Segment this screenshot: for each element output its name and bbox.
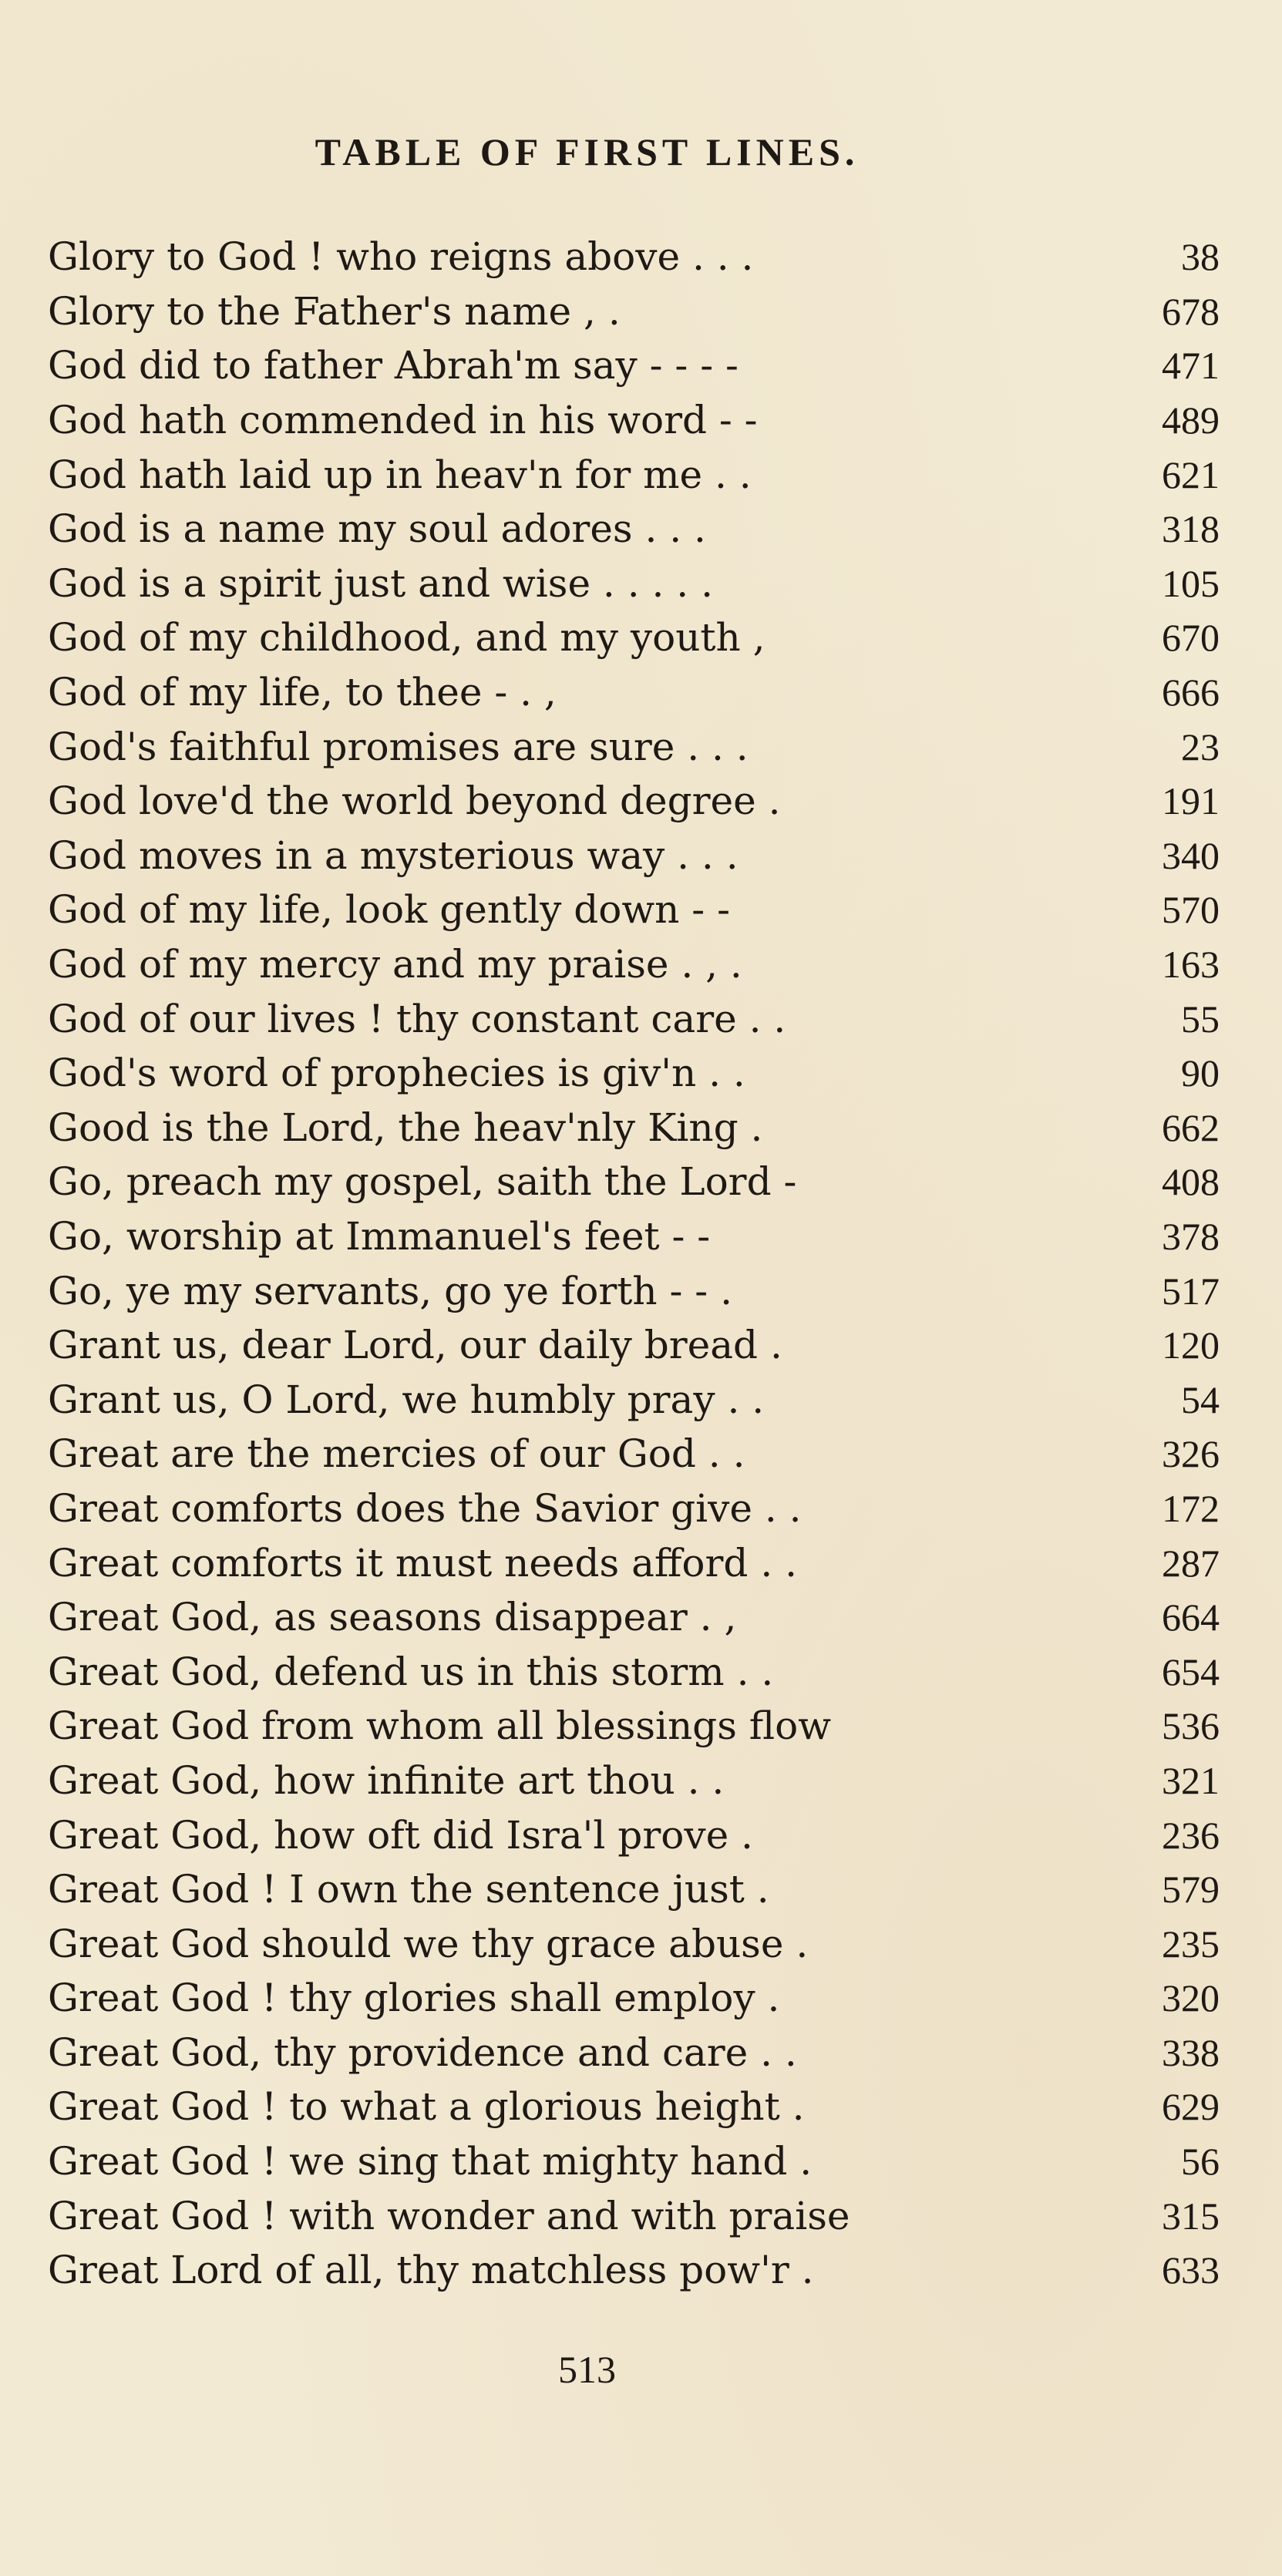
index-entry	[48, 937, 1220, 992]
first-line-text: Great God should we thy grace abuse .	[48, 1921, 809, 1966]
first-line-text: God of my mercy and my praise . , .	[48, 942, 742, 987]
first-line-text: God's faithful promises are sure . . .	[48, 724, 749, 769]
hymn-number: 56	[1181, 2140, 1220, 2184]
hymn-number: 633	[1162, 2248, 1220, 2292]
hymn-number: 320	[1162, 1976, 1220, 2020]
hymn-number: 489	[1162, 399, 1220, 442]
index-entry	[48, 1644, 1220, 1699]
first-line-text: Great God, how oft did Isra'l prove .	[48, 1812, 753, 1858]
page-number	[0, 2347, 1282, 2392]
hymn-number: 579	[1162, 1868, 1220, 1912]
first-line-text: Great God ! I own the sentence just .	[48, 1867, 769, 1912]
hymn-number: 536	[1162, 1704, 1220, 1748]
hymn-number: 235	[1162, 1922, 1220, 1966]
hymn-number: 340	[1162, 833, 1220, 877]
first-line-text: Great comforts it must needs afford . .	[48, 1540, 797, 1586]
hymn-number: 471	[1162, 344, 1220, 388]
first-line-text: Great God, thy providence and care . .	[48, 2030, 797, 2075]
index-entry	[48, 502, 1220, 557]
first-line-text: God of my life, look gently down - -	[48, 887, 730, 933]
first-line-text: God of my life, to thee - . ,	[48, 670, 557, 715]
first-line-text: Great comforts does the Savior give . .	[48, 1485, 802, 1531]
first-line-text: Go, worship at Immanuel's feet - -	[48, 1213, 711, 1259]
first-line-text: God hath laid up in heav'n for me . .	[48, 452, 752, 497]
hymn-number: 570	[1162, 888, 1220, 932]
index-entry	[48, 774, 1220, 829]
first-line-text: Great God from whom all blessings flow	[48, 1703, 831, 1749]
index-entry	[48, 610, 1220, 665]
index-entry	[48, 338, 1220, 393]
index-entry	[48, 1535, 1220, 1590]
hymn-number: 90	[1181, 1051, 1220, 1095]
hymn-number: 321	[1162, 1758, 1220, 1802]
hymn-number: 120	[1162, 1323, 1220, 1367]
hymn-number: 105	[1162, 561, 1220, 605]
hymn-number: 38	[1181, 235, 1220, 279]
hymn-number: 517	[1162, 1269, 1220, 1313]
index-entry	[48, 829, 1220, 883]
first-line-text: Great God ! thy glories shall employ .	[48, 1976, 780, 2021]
first-line-text: Great Lord of all, thy matchless pow'r .	[48, 2248, 814, 2293]
hymn-number: 172	[1162, 1486, 1220, 1530]
index-entry	[48, 719, 1220, 774]
first-line-text: Great God, defend us in this storm . .	[48, 1649, 774, 1694]
first-line-text: Good is the Lord, the heav'nly King .	[48, 1105, 763, 1150]
hymn-number: 678	[1162, 289, 1220, 333]
index-entry	[48, 1155, 1220, 1209]
first-line-text: God did to father Abrah'm say - - - -	[48, 343, 739, 388]
hymn-number: 326	[1162, 1432, 1220, 1476]
first-line-text: Great are the mercies of our God . .	[48, 1431, 745, 1477]
first-line-text: Go, ye my servants, go ye forth - - .	[48, 1268, 732, 1313]
first-line-text: Glory to the Father's name , .	[48, 288, 621, 334]
first-line-text: God is a spirit just and wise . . . . .	[48, 560, 713, 606]
hymn-number: 191	[1162, 779, 1220, 823]
hymn-number: 662	[1162, 1105, 1220, 1149]
index-entry	[48, 1862, 1220, 1917]
index-entry	[48, 447, 1220, 502]
hymn-number: 629	[1162, 2085, 1220, 2129]
page-heading	[0, 129, 1282, 174]
first-line-text: God love'd the world beyond degree .	[48, 779, 781, 824]
index-entry	[48, 1427, 1220, 1481]
hymn-number: 338	[1162, 2030, 1220, 2074]
hymn-number: 163	[1162, 943, 1220, 987]
first-line-text: Great God, as seasons disappear . ,	[48, 1595, 737, 1640]
first-line-text: God of our lives ! thy constant care . .	[48, 996, 786, 1041]
hymn-number: 315	[1162, 2194, 1220, 2238]
first-line-text: Go, preach my gospel, saith the Lord -	[48, 1159, 797, 1205]
index-entry	[48, 1916, 1220, 1971]
first-line-text: Grant us, O Lord, we humbly pray . .	[48, 1377, 765, 1422]
index-entry	[48, 284, 1220, 339]
index-entry	[48, 230, 1220, 284]
hymn-number: 287	[1162, 1541, 1220, 1585]
hymn-number: 664	[1162, 1596, 1220, 1639]
index-entry	[48, 1318, 1220, 1373]
first-line-text: Glory to God ! who reigns above . . .	[48, 234, 754, 280]
index-entry	[48, 2134, 1220, 2189]
first-line-text: God hath commended in his word - -	[48, 398, 758, 443]
first-lines-index	[48, 230, 1220, 2298]
hymn-number: 666	[1162, 671, 1220, 715]
index-entry	[48, 1754, 1220, 1808]
index-entry	[48, 883, 1220, 937]
index-entry	[48, 1046, 1220, 1101]
index-entry	[48, 1590, 1220, 1645]
hymn-number: 23	[1181, 725, 1220, 768]
page-number-text: 513	[558, 2348, 616, 2391]
hymn-number: 318	[1162, 507, 1220, 551]
index-entry	[48, 991, 1220, 1046]
first-line-text: Great God ! with wonder and with praise	[48, 2193, 850, 2238]
hymn-number: 55	[1181, 997, 1220, 1041]
index-entry	[48, 1263, 1220, 1318]
index-entry	[48, 2026, 1220, 2080]
hymn-number: 54	[1181, 1377, 1220, 1421]
index-entry	[48, 1101, 1220, 1155]
index-entry	[48, 393, 1220, 448]
first-line-text: Grant us, dear Lord, our daily bread .	[48, 1323, 782, 1368]
hymn-number: 670	[1162, 616, 1220, 660]
first-line-text: God is a name my soul adores . . .	[48, 506, 706, 552]
hymn-number: 378	[1162, 1214, 1220, 1258]
hymn-number: 621	[1162, 452, 1220, 496]
index-entry	[48, 557, 1220, 611]
first-line-text: Great God, how infinite art thou . .	[48, 1757, 725, 1803]
hymn-number: 408	[1162, 1160, 1220, 1204]
hymn-number: 654	[1162, 1650, 1220, 1693]
index-entry	[48, 2080, 1220, 2134]
index-entry	[48, 1808, 1220, 1862]
index-entry	[48, 1372, 1220, 1427]
hymn-number: 236	[1162, 1813, 1220, 1857]
first-line-text: God's word of prophecies is giv'n . .	[48, 1051, 745, 1096]
page-heading-text: TABLE OF FIRST LINES.	[315, 130, 860, 173]
index-entry	[48, 1699, 1220, 1754]
index-entry	[48, 1481, 1220, 1536]
index-entry	[48, 1209, 1220, 1264]
index-entry	[48, 2243, 1220, 2298]
first-line-text: Great God ! to what a glorious height .	[48, 2084, 805, 2130]
index-entry	[48, 1971, 1220, 2026]
index-entry	[48, 2188, 1220, 2243]
first-line-text: God of my childhood, and my youth ,	[48, 615, 765, 661]
index-entry	[48, 665, 1220, 720]
first-line-text: God moves in a mysterious way . . .	[48, 832, 739, 878]
first-line-text: Great God ! we sing that mighty hand .	[48, 2139, 813, 2184]
